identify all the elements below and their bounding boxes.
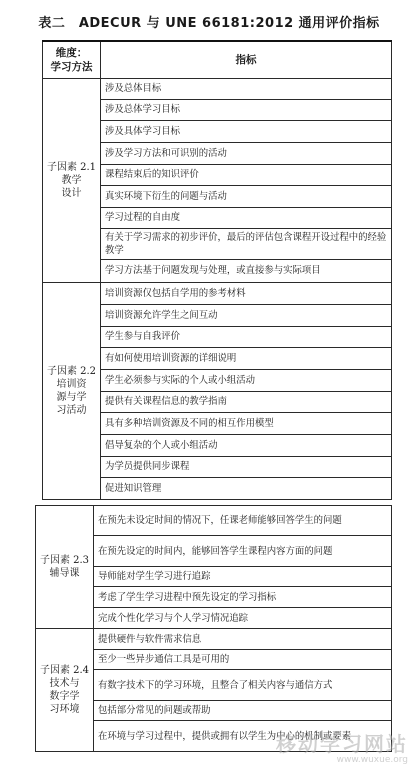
subfactor-cell: 子因素 2.4 技术与 数字学 习环境 (36, 629, 94, 752)
evaluation-table-part-2 (35, 505, 392, 752)
indicator-header: 指标 (101, 41, 392, 78)
indicator-cell: 培训资源允许学生之间互动 (101, 304, 392, 326)
table-header-row (43, 41, 392, 78)
table-row (43, 78, 392, 99)
indicator-cell: 包括部分常见的问题或帮助 (94, 701, 392, 721)
indicator-cell: 真实环境下衍生的问题与活动 (101, 185, 392, 207)
indicator-cell: 倡导复杂的个人或小组活动 (101, 434, 392, 456)
table-caption: 表二 ADECUR 与 UNE 66181:2012 通用评价指标 (38, 16, 380, 31)
indicator-cell: 为学员提供同步课程 (101, 456, 392, 477)
indicator-cell: 学习方法基于问题发现与处理，或直接参与实际项目 (101, 259, 392, 282)
indicator-cell: 涉及总体学习目标 (101, 99, 392, 120)
indicator-cell: 涉及具体学习目标 (101, 120, 392, 142)
indicator-cell: 涉及总体目标 (101, 78, 392, 99)
indicator-cell: 培训资源仅包括自学用的参考材料 (101, 282, 392, 304)
indicator-cell: 在预先设定的时间内，能够回答学生课程内容方面的问题 (94, 536, 392, 567)
subfactor-cell: 子因素 2.3 辅导课 (36, 506, 94, 629)
subfactor-cell: 子因素 2.1 教学 设计 (43, 78, 101, 282)
dimension-header: 维度： 学习方法 (43, 41, 101, 78)
subfactor-cell: 子因素 2.2 培训资 源与学 习活动 (43, 282, 101, 499)
indicator-cell: 学生参与自我评价 (101, 326, 392, 347)
table-row (43, 282, 392, 304)
indicator-cell: 在环境与学习过程中，提供或拥有以学生为中心的机制或要素 (94, 721, 392, 752)
indicator-cell: 有关于学习需求的初步评价，最后的评估包含课程开设过程中的经验教学 (101, 228, 392, 259)
indicator-cell: 有数字技术下的学习环境，且整合了相关内容与通信方式 (94, 670, 392, 701)
indicator-cell: 考虑了学生学习进程中预先设定的学习指标 (94, 587, 392, 608)
indicator-cell: 具有多种培训资源及不同的相互作用模型 (101, 412, 392, 434)
indicator-cell: 完成个性化学习与个人学习情况追踪 (94, 608, 392, 629)
indicator-cell: 导师能对学生学习进行追踪 (94, 567, 392, 587)
table-row (36, 629, 392, 650)
evaluation-table-part-1 (42, 40, 392, 500)
indicator-cell: 课程结束后的知识评价 (101, 164, 392, 185)
indicator-cell: 促进知识管理 (101, 477, 392, 499)
indicator-cell: 在预先未设定时间的情况下，任课老师能够回答学生的问题 (94, 506, 392, 536)
indicator-cell: 有如何使用培训资源的详细说明 (101, 347, 392, 369)
indicator-cell: 提供硬件与软件需求信息 (94, 629, 392, 650)
table-row (36, 506, 392, 536)
watermark-text: 移动学习网站 (276, 732, 408, 756)
indicator-cell: 学生必须参与实际的个人或小组活动 (101, 369, 392, 391)
indicator-cell: 涉及学习方法和可识别的活动 (101, 142, 392, 164)
indicator-cell: 至少一些异步通信工具是可用的 (94, 650, 392, 670)
indicator-cell: 学习过程的自由度 (101, 207, 392, 228)
watermark-url: www.wuxue.org (336, 755, 408, 765)
indicator-cell: 提供有关课程信息的教学指南 (101, 391, 392, 412)
